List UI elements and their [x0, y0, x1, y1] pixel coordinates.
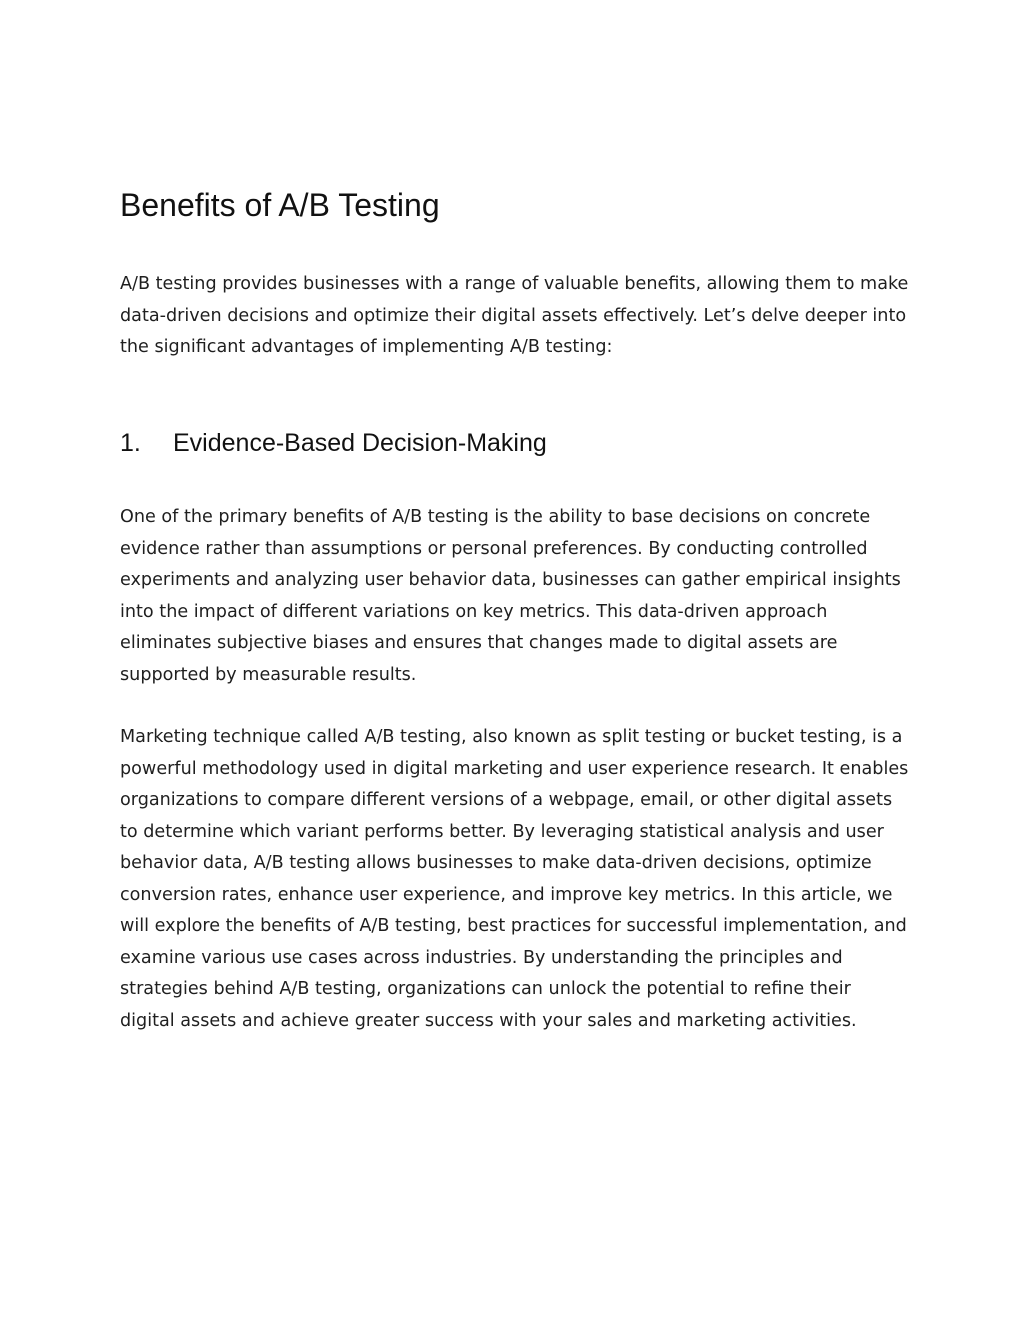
page-title: Benefits of A/B Testing — [120, 187, 440, 223]
section-heading-text: Evidence-Based Decision-Making — [173, 429, 547, 457]
section-paragraph: Marketing technique called A/B testing, also known as split testing or bucket testing, is a powerful methodology used in digital marketing and user experience research. It enables organizations to compare different versions of a webpage, email, or other digital assets to determine which variant performs better. By leveraging statistical analysis and user behavior data, A/B testing allows businesses to make data-driven decisions, optimize conversion rates, enhance user experience, and improve key metrics. In this article, we will explore the benefits of A/B testing, best practices for successful implementation, and examine various use cases across industries. By understanding the principles and strategies behind A/B testing, organizations can unlock the potential to refine their digital assets and achieve greater success with your sales and marketing activities. — [120, 727, 909, 1031]
intro-paragraph: A/B testing provides businesses with a range of valuable benefits, allowing them to make data-driven decisions and optimize their digital assets effectively. Let’s delve deeper into the significant advantages of implementing A/B testing: — [120, 274, 909, 357]
section-paragraph: One of the primary benefits of A/B testing is the ability to base decisions on concrete evidence rather than assumptions or personal preferences. By conducting controlled experiments and analyzing user behavior data, businesses can gather empirical insights into the impact of different variations on key metrics. This data-driven approach eliminates subjective biases and ensures that changes made to digital assets are supported by measurable results. — [120, 507, 901, 685]
section-heading — [120, 426, 547, 460]
section-number: 1. — [120, 429, 141, 457]
